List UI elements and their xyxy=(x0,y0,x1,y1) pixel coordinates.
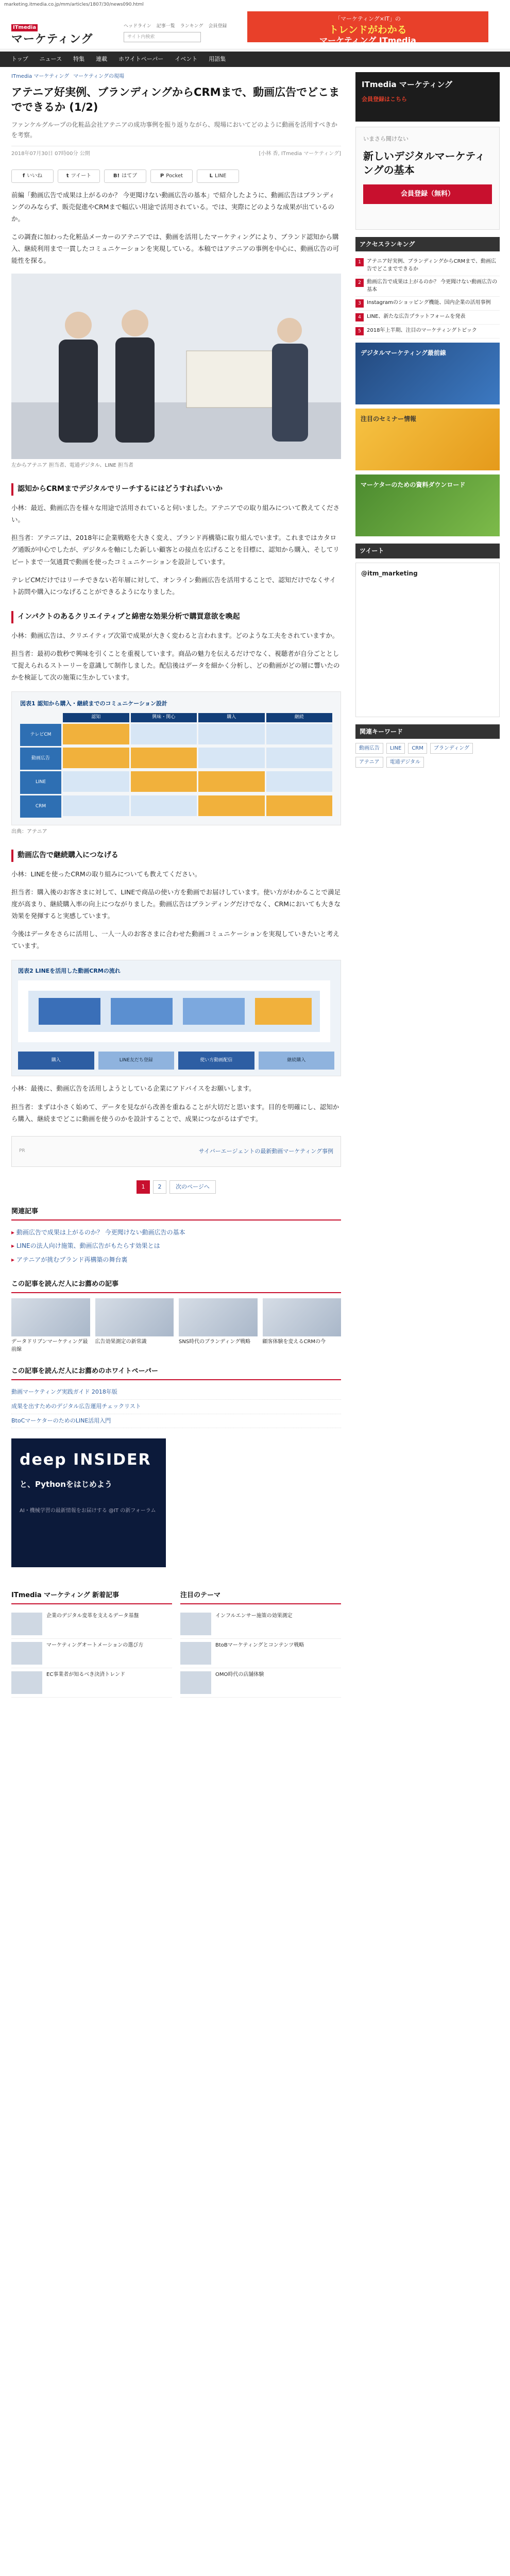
paragraph: テレビCMだけではリーチできない若年層に対して、オンライン動画広告を活用することで、認知だけでなくサイト訪問や購入につなげることができるようになりました。 xyxy=(11,575,336,596)
publish-date: 2018年07月30日 07時00分 公開 xyxy=(11,150,90,157)
related-link[interactable]: ▸ 動画広告で成果は上がるのか？ 今更聞けない動画広告の基本 xyxy=(11,1226,341,1239)
breadcrumb-item[interactable]: マーケティングの現場 xyxy=(73,74,124,79)
banner-line-1: 「マーケティング×IT」の xyxy=(335,15,401,22)
tweet-button[interactable] xyxy=(58,170,100,183)
figure-row-header: CRM xyxy=(20,795,61,818)
paragraph: 小林：動画広告は、クリエイティブ次第で成果が大きく変わると言われます。どのような工夫をされていますか。 xyxy=(11,631,339,639)
header-link-ranking[interactable]: ランキング xyxy=(180,24,203,29)
article-photo xyxy=(11,274,341,459)
recommended-card[interactable] xyxy=(95,1298,174,1353)
byline xyxy=(11,149,341,158)
figure-title: 図表1 認知から購入・継続までのコミュニケーション設計 xyxy=(20,700,167,707)
mini-thumb xyxy=(11,1642,42,1665)
photo-caption: 左からアテニア 担当者、電通デジタル、LINE 担当者 xyxy=(11,463,133,469)
ranking-item[interactable] xyxy=(355,276,500,297)
mini-title: BtoBマーケティングとコンテンツ戦略 xyxy=(215,1642,304,1649)
sidebar xyxy=(355,72,500,768)
paragraph: 担当者：アテニアは、2018年に企業戦略を大きく変え、ブランド再構築に取り組んでいます。これまではカタログ通販が中心でしたが、デジタルを軸にした新しい顧客との接点を広げることを目標に、認知から購入、そしてリピートまで一気通貫で動画を使ったコミュニケーションを設計しています。 xyxy=(11,534,339,566)
figure-row-header: テレビCM xyxy=(20,724,61,746)
twitter-account: @itm_marketing xyxy=(361,569,418,577)
ranking-item[interactable] xyxy=(355,297,500,311)
paragraph: 今後はデータをさらに活用し、一人一人のお客さまに合わせた動画コミュニケーションを実現していきたいと考えています。 xyxy=(11,930,339,950)
recommended-card[interactable] xyxy=(11,1298,90,1353)
inline-ad[interactable] xyxy=(11,1136,341,1167)
figure-row-header: LINE xyxy=(20,771,61,793)
card-thumbnail xyxy=(179,1298,258,1336)
paragraph: この調査に加わった化粧品メーカーのアテニアでは、動画を活用したマーケティングにより、ブランド認知から購入、継続利用まで一貫したコミュニケーションを実現している。本稿ではアテニアの事例を中心に、動画広告の可能性を探る。 xyxy=(11,232,339,265)
tag-link[interactable]: 動画広告 xyxy=(355,743,383,754)
figure-cell xyxy=(266,724,333,744)
facebook-icon: f xyxy=(22,173,25,179)
tag-link[interactable]: 電通デジタル xyxy=(386,757,424,768)
url-bar: marketing.itmedia.co.jp/mm/articles/1807/30/news090.html xyxy=(4,2,144,7)
mini-thumb xyxy=(180,1671,211,1694)
ranking-list xyxy=(355,256,500,338)
header-links xyxy=(124,23,227,30)
line-button[interactable] xyxy=(197,170,239,183)
whitepaper-link[interactable]: BtoCマーケターのためのLINE活用入門 xyxy=(11,1414,341,1429)
rank-number: 2 xyxy=(355,279,364,287)
figure-cell xyxy=(198,795,265,816)
rank-number: 5 xyxy=(355,327,364,335)
main-column xyxy=(11,72,341,1698)
tags-heading: 関連キーワード xyxy=(355,724,500,739)
ranking-item[interactable] xyxy=(355,311,500,325)
tag-link[interactable]: LINE xyxy=(386,743,405,754)
figure-1 xyxy=(11,691,341,825)
mini-title: OMO時代の店舗体験 xyxy=(215,1672,264,1678)
twitter-widget[interactable] xyxy=(355,563,500,717)
paragraph: 小林：LINEを使ったCRMの取り組みについても教えてください。 xyxy=(11,870,201,878)
figure-cell xyxy=(131,771,197,792)
sidebar-ad[interactable]: マーケターのための資料ダウンロード xyxy=(355,474,500,536)
sidebar-banner-title: ITmedia マーケティング xyxy=(362,80,453,89)
site-logo[interactable] xyxy=(11,22,93,46)
card-thumbnail xyxy=(263,1298,342,1336)
figure-cell xyxy=(131,795,197,816)
rank-title: LINE、新たな広告プラットフォームを発表 xyxy=(367,314,466,320)
header-link-list[interactable]: 記事一覧 xyxy=(156,24,175,29)
figure-cell xyxy=(266,748,333,768)
flow-step: 使い方動画配信 xyxy=(178,1052,254,1070)
figure-cell xyxy=(63,724,129,744)
mini-article[interactable] xyxy=(11,1668,172,1698)
flow-step: 購入 xyxy=(18,1052,94,1070)
paragraph: 担当者：購入後のお客さまに対して、LINEで商品の使い方を動画でお届けしています。使い方がわかることで満足度が高まり、継続購入率の向上につながりました。動画広告はブランディングだけでなく、CRMにおいても大きな効果を発揮すると実感しています。 xyxy=(11,888,341,920)
sidebar-banner-1[interactable] xyxy=(355,72,500,122)
figure-grid xyxy=(20,713,332,818)
ranking-item[interactable] xyxy=(355,256,500,276)
sidebar-banner-2[interactable] xyxy=(355,127,500,230)
tag-cloud xyxy=(355,743,500,768)
twitter-icon: t xyxy=(66,173,69,179)
banner-line-3: マーケティング ITmedia xyxy=(319,35,416,45)
bottom-right-heading: 注目のテーマ xyxy=(180,1590,341,1604)
recommended-card[interactable] xyxy=(179,1298,258,1353)
ranking-item[interactable] xyxy=(355,325,500,338)
breadcrumb xyxy=(11,72,341,81)
figure-col-header: 継続 xyxy=(266,713,333,722)
figure-cell xyxy=(266,771,333,792)
section-heading: インパクトのあるクリエイティブと綿密な効果分析で購買意欲を喚起 xyxy=(11,611,341,623)
page-link[interactable]: 1 xyxy=(137,1180,150,1194)
member-register-button[interactable]: 会員登録（無料） xyxy=(363,184,492,204)
recommended-card[interactable] xyxy=(263,1298,342,1353)
article-lead: ファンケルグループの化粧品会社アテニアの成功事例を振り返りながら、現場においてどのように動画を活用すべきかを考察。 xyxy=(11,120,341,146)
mini-title: 企業のデジタル変革を支えるデータ基盤 xyxy=(46,1613,139,1619)
card-title: データドリブンマーケティング最前線 xyxy=(11,1339,88,1352)
next-page-button[interactable]: 次のページへ xyxy=(169,1180,216,1194)
deep-title: deep INSIDER xyxy=(20,1451,151,1469)
mini-article[interactable] xyxy=(11,1639,172,1668)
recommended-cards xyxy=(11,1298,341,1353)
card-title: 広告効果測定の新常識 xyxy=(95,1339,147,1345)
share-bar xyxy=(11,170,341,183)
mini-title: インフルエンサー施策の効果測定 xyxy=(215,1613,293,1619)
sidebar-banner-small: いまさら聞けない xyxy=(363,135,409,142)
figure-col-header: 興味・関心 xyxy=(131,713,197,722)
flow-steps xyxy=(18,1052,334,1070)
nav-item-glossary[interactable]: 用語集 xyxy=(209,55,226,62)
nav-item-event[interactable]: イベント xyxy=(175,55,198,62)
share-label: いいね xyxy=(27,173,43,179)
rank-title: 2018年上半期、注目のマーケティングトピック xyxy=(367,328,477,334)
breadcrumb-item[interactable]: ITmedia マーケティング xyxy=(11,74,70,79)
mini-title: マーケティングオートメーションの選び方 xyxy=(46,1642,144,1649)
hatena-button[interactable] xyxy=(104,170,146,183)
pocket-icon: P xyxy=(160,173,164,179)
mini-article[interactable] xyxy=(11,1609,172,1639)
bottom-col-right xyxy=(180,1578,341,1698)
figure-2 xyxy=(11,960,341,1076)
paragraph: 小林：最後に、動画広告を活用しようとしている企業にアドバイスをお願いします。 xyxy=(11,1084,256,1093)
figure-col-header: 購入 xyxy=(198,713,265,722)
site-header xyxy=(0,8,510,49)
figure-col-header: 認知 xyxy=(63,713,129,722)
photo-illustration xyxy=(11,274,341,459)
paragraph: 担当者：最初の数秒で興味を引くことを重視しています。商品の魅力を伝えるだけでなく、視聴者が自分ごととして捉えられるストーリーを意識して制作しました。配信後はデータを細かく分析し、どの動画がどの層に響いたのかを検証して次の施策に生かしています。 xyxy=(11,649,340,682)
related-list xyxy=(11,1226,341,1266)
tag-link[interactable]: CRM xyxy=(408,743,427,754)
paragraph: 前編「動画広告で成果は上がるのか？ 今更聞けない動画広告の基本」で紹介したように、動画広告はブランディングのみならず、販売促進やCRMまで幅広い用途で活用されている。では、実際にどのような成果が出ているのか。 xyxy=(11,191,335,223)
sidebar-ad[interactable]: 注目のセミナー情報 xyxy=(355,409,500,470)
bottom-left-heading: ITmedia マーケティング 新着記事 xyxy=(11,1590,172,1604)
share-label: Pocket xyxy=(166,173,183,179)
share-label: ツイート xyxy=(71,173,92,179)
flow-step: LINE友だち登録 xyxy=(98,1052,175,1070)
figure-title: 図表2 LINEを活用した動画CRMの流れ xyxy=(18,968,121,975)
rank-number: 1 xyxy=(355,258,364,266)
card-thumbnail xyxy=(95,1298,174,1336)
section-heading: 認知からCRMまでデジタルでリーチするにはどうすればいいか xyxy=(11,483,341,496)
mini-thumb xyxy=(180,1613,211,1635)
mini-thumb xyxy=(11,1671,42,1694)
figure-cell xyxy=(131,724,197,744)
ad-text: サイバーエージェントの最新動画マーケティング事例 xyxy=(198,1147,333,1155)
share-label: はてブ xyxy=(122,173,138,179)
rank-number: 3 xyxy=(355,299,364,308)
card-title: SNS時代のブランディング戦略 xyxy=(179,1339,251,1345)
global-nav xyxy=(0,52,510,67)
mini-thumb xyxy=(11,1613,42,1635)
nav-item-series[interactable]: 連載 xyxy=(96,55,108,62)
mini-article[interactable] xyxy=(180,1639,341,1668)
nav-item-top[interactable]: トップ xyxy=(11,55,28,62)
mini-thumb xyxy=(180,1642,211,1665)
article-title: アテニア好実例、ブランディングからCRMまで、動画広告でどこまでできるか (1/2) xyxy=(11,86,340,114)
rank-title: Instagramのショッピング機能、国内企業の活用事例 xyxy=(367,300,491,306)
share-label: LINE xyxy=(215,173,227,179)
deep-subtitle: と、Pythonをはじめよう xyxy=(20,1480,112,1489)
sidebar-ad[interactable]: デジタルマーケティング最前線 xyxy=(355,343,500,404)
page-link[interactable]: 2 xyxy=(153,1180,166,1194)
whitepaper-list xyxy=(11,1385,341,1428)
ad-label: PR xyxy=(19,1148,25,1154)
related-heading: 関連記事 xyxy=(11,1206,341,1221)
figure-cell xyxy=(63,771,129,792)
card-title: 顧客体験を変えるCRMの今 xyxy=(262,1339,326,1345)
figure-cell xyxy=(131,748,197,768)
paragraph: 小林：最近、動画広告を様々な用途で活用されていると伺いました。アテニアでの取り組みについて教えてください。 xyxy=(11,504,340,524)
figure-cell xyxy=(198,771,265,792)
related-link[interactable]: ▸ アテニアが挑むブランド再構築の舞台裏 xyxy=(11,1253,341,1266)
hatena-icon: B! xyxy=(113,173,120,179)
rank-title: 動画広告で成果は上がるのか？ 今更聞けない動画広告の基本 xyxy=(367,279,498,293)
twitter-heading: ツイート xyxy=(355,544,500,558)
deep-insider-ad[interactable] xyxy=(11,1438,166,1567)
banner-line-2: トレンドがわかる xyxy=(329,24,407,36)
section-heading: 動画広告で継続購入につなげる xyxy=(11,850,341,862)
line-icon: L xyxy=(209,173,213,179)
figure-cell xyxy=(198,724,265,744)
flow-step: 継続購入 xyxy=(259,1052,335,1070)
whitepaper-link[interactable]: 動画マーケティング実践ガイド 2018年版 xyxy=(11,1385,341,1400)
figure-source: 出典：アテニア xyxy=(11,828,47,835)
nav-item-news[interactable]: ニュース xyxy=(39,55,62,62)
pagination xyxy=(11,1180,341,1194)
logo-marketing: マーケティング xyxy=(11,33,93,46)
whitepaper-heading: この記事を読んだ人にお薦めのホワイトペーパー xyxy=(11,1366,341,1380)
header-link-register[interactable]: 会員登録 xyxy=(208,24,227,29)
search-input[interactable]: サイト内検索 xyxy=(124,32,201,42)
figure-cell xyxy=(266,795,333,816)
rank-number: 4 xyxy=(355,313,364,321)
nav-item-whitepaper[interactable]: ホワイトペーパー xyxy=(118,55,164,62)
figure-row-header: 動画広告 xyxy=(20,748,61,770)
sidebar-banner-big: 新しいデジタルマーケティングの基本 xyxy=(363,149,485,176)
figure-cell xyxy=(63,748,129,768)
logo-itmedia: ITmedia xyxy=(11,24,38,31)
figure-cell xyxy=(198,748,265,768)
header-link-headline[interactable]: ヘッドライン xyxy=(124,24,151,29)
card-thumbnail xyxy=(11,1298,90,1336)
deep-description: AI・機械学習の最新情報をお届けする @IT の新フォーラム xyxy=(20,1507,156,1514)
figure-2-graphic xyxy=(18,980,330,1042)
figure-corner xyxy=(20,713,61,722)
recommended-heading: この記事を読んだ人にお薦めの記事 xyxy=(11,1279,341,1293)
nav-item-feature[interactable]: 特集 xyxy=(73,55,85,62)
related-link[interactable]: ▸ LINEの法人向け施策、動画広告がもたらす効果とは xyxy=(11,1239,341,1252)
paragraph: 担当者：まずは小さく始めて、データを見ながら改善を重ねることが大切だと思います。目的を明確にし、認知から購入、継続までどこに動画を使うのかを設計することで、成果につながるはずです。 xyxy=(11,1103,339,1123)
header-banner-ad[interactable] xyxy=(247,11,488,45)
tag-link[interactable]: ブランディング xyxy=(430,743,473,754)
bottom-col-left xyxy=(11,1578,172,1698)
facebook-like-button[interactable] xyxy=(11,170,54,183)
rank-title: アテニア好実例、ブランディングからCRMまで、動画広告でどこまでできるか xyxy=(367,259,496,272)
author: [小林 香, ITmedia マーケティング] xyxy=(259,150,341,157)
pocket-button[interactable] xyxy=(150,170,193,183)
mini-article[interactable] xyxy=(180,1609,341,1639)
mini-title: EC事業者が知るべき決済トレンド xyxy=(46,1672,126,1678)
sidebar-banner-sub: 会員登録はこちら xyxy=(362,95,407,103)
figure-cell xyxy=(63,795,129,816)
mini-article[interactable] xyxy=(180,1668,341,1698)
ranking-heading: アクセスランキング xyxy=(355,237,500,251)
tag-link[interactable]: アテニア xyxy=(355,757,383,768)
whitepaper-link[interactable]: 成果を出すためのデジタル広告運用チェックリスト xyxy=(11,1400,341,1414)
bottom-columns xyxy=(11,1578,341,1698)
